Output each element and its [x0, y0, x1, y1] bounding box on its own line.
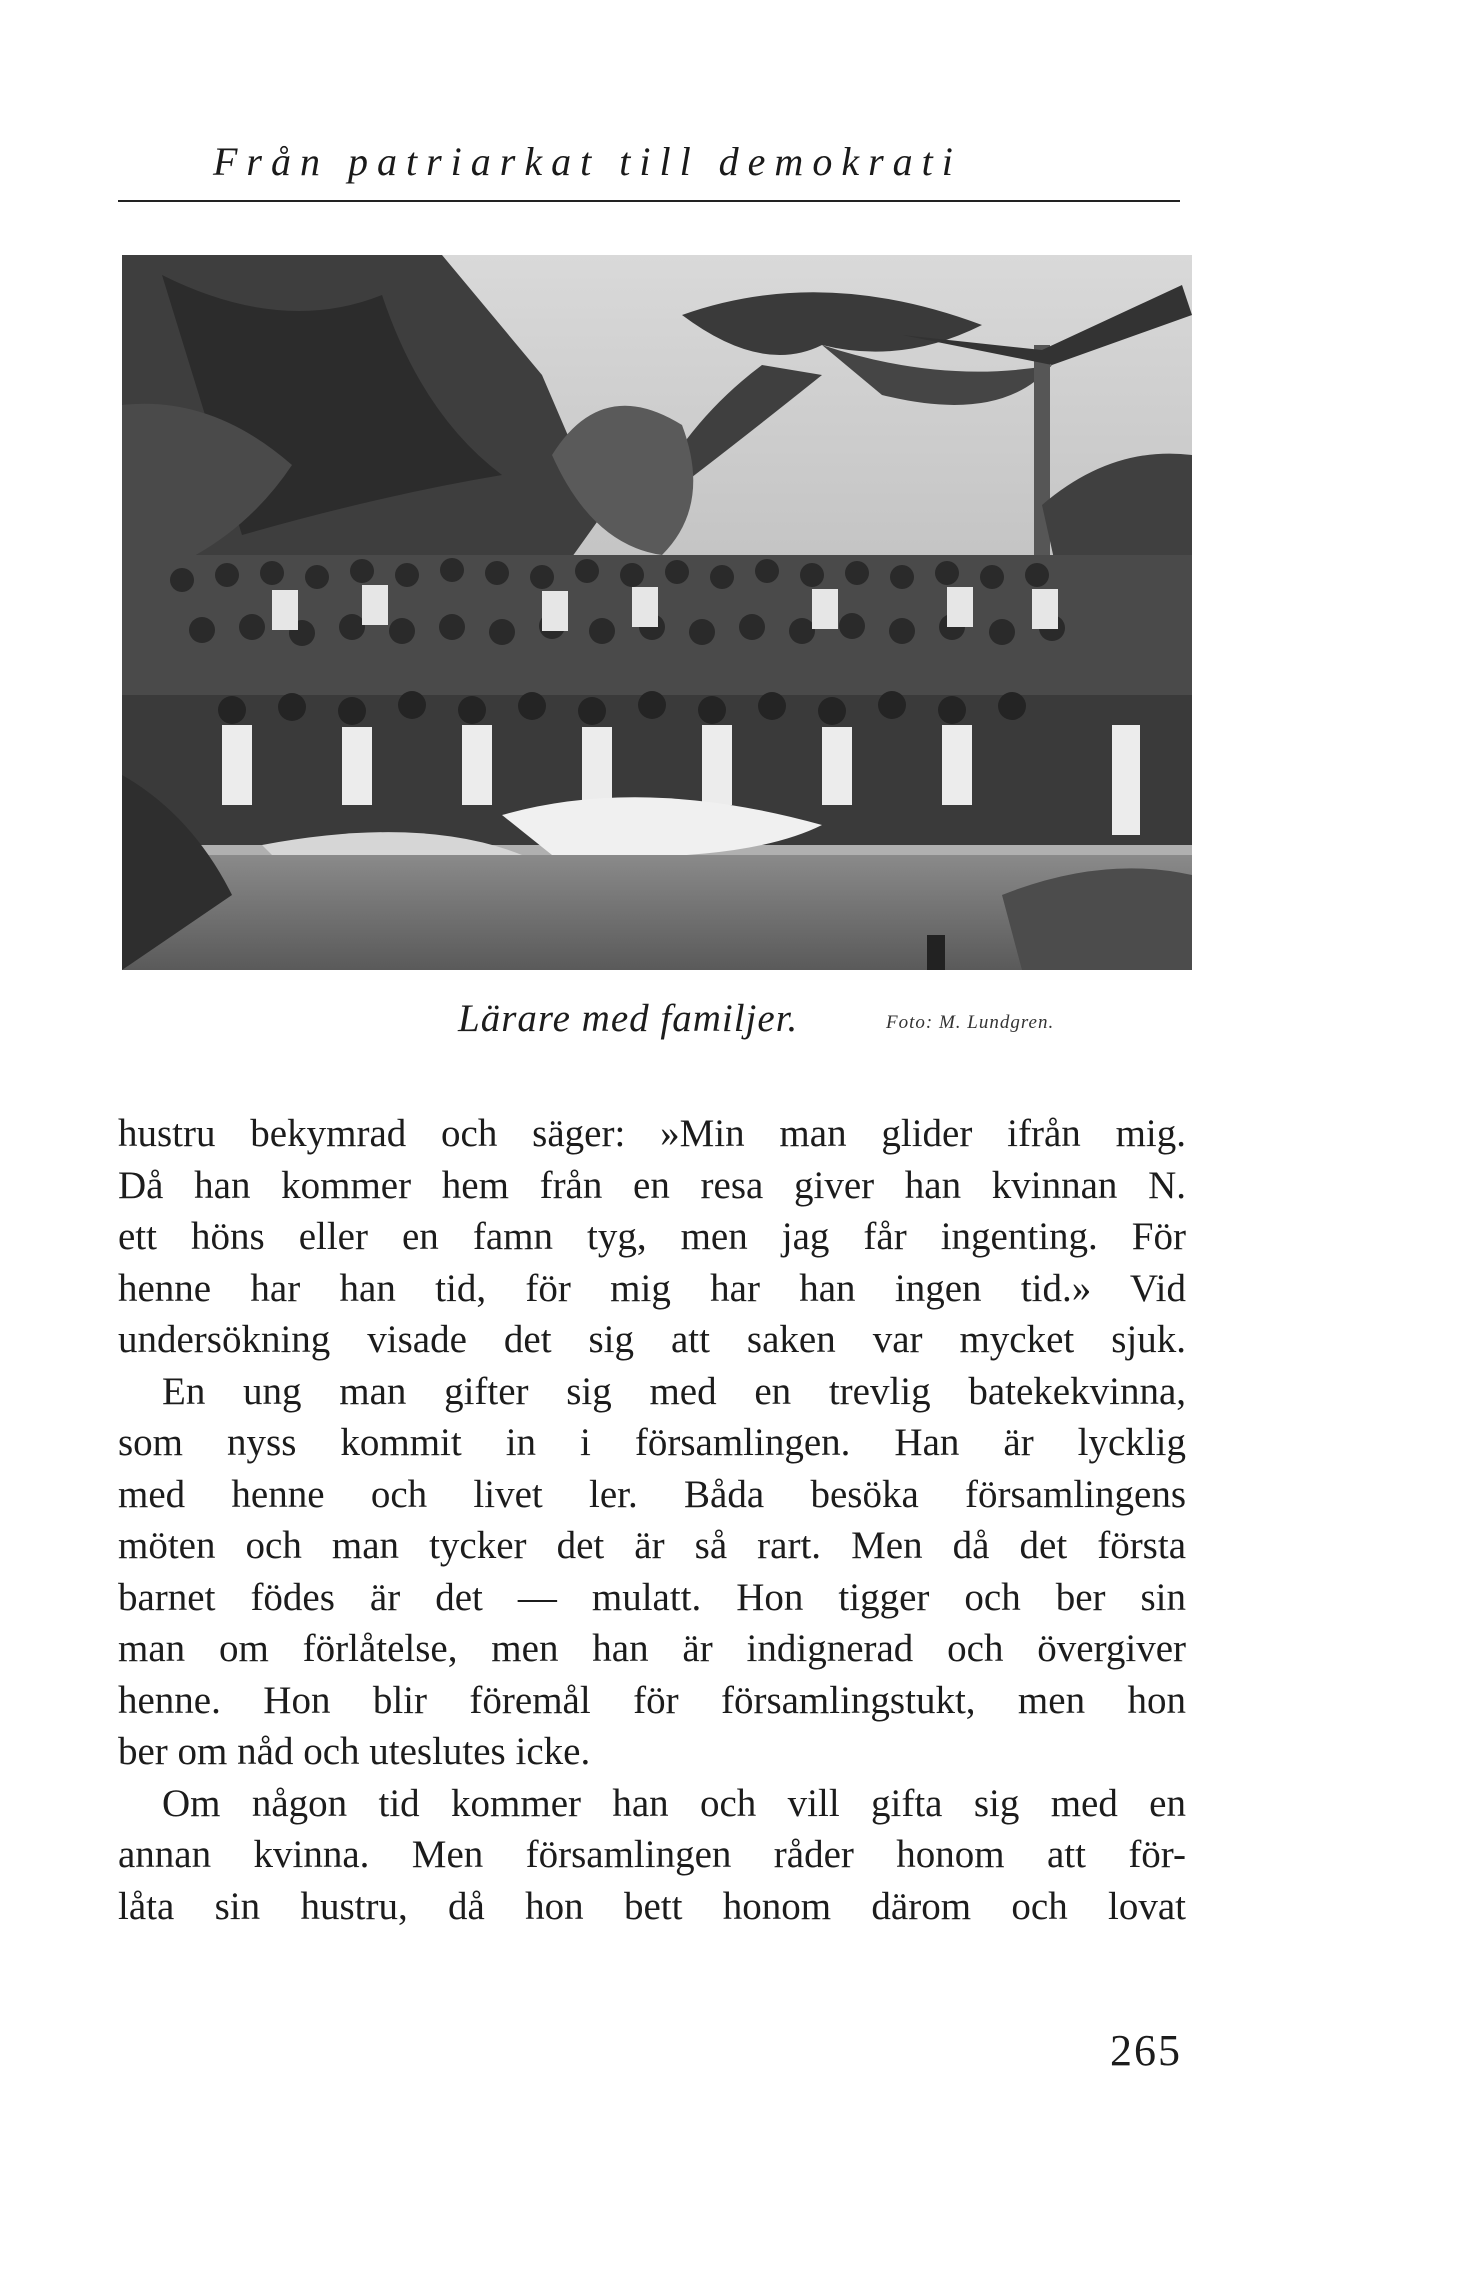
text-line: henne har han tid, för mig har han ingen tid.» Vid	[118, 1266, 1186, 1310]
text-line: med henne och livet ler. Båda besöka församlingens	[118, 1472, 1186, 1516]
text-line: undersökning visade det sig att saken var mycket sjuk.	[118, 1318, 1186, 1361]
text-line: Då han kommer hem från en resa giver han kvinnan N.	[118, 1163, 1186, 1207]
header-rule	[118, 200, 1180, 202]
photo-caption	[0, 996, 1471, 1056]
text-line: man om förlåtelse, men han är indignerad och övergiver	[118, 1627, 1186, 1670]
caption-title: Lärare med familjer.	[458, 997, 799, 1040]
text-line: barnet födes är det — mulatt. Hon tigger och ber sin	[118, 1575, 1186, 1619]
text-line: ber om nåd och uteslutes icke.	[118, 1730, 591, 1773]
text-line: En ung man gifter sig med en trevlig batekekvinna,	[162, 1369, 1186, 1413]
text-line: Om någon tid kommer han och vill gifta sig med en	[162, 1781, 1186, 1825]
text-line: henne. Hon blir föremål för församlingstukt, men hon	[118, 1678, 1186, 1722]
text-line: hustru bekymrad och säger: »Min man glider ifrån mig.	[118, 1112, 1186, 1155]
running-header: Från patriarkat till demokrati	[213, 139, 962, 184]
text-line: annan kvinna. Men församlingen råder honom att för-	[118, 1833, 1186, 1876]
page-number: 265	[1110, 2026, 1182, 2075]
body-text	[118, 1108, 1186, 1932]
group-photograph	[122, 255, 1192, 970]
text-line: ett höns eller en famn tyg, men jag får ingenting. För	[118, 1215, 1186, 1258]
photo-credit: Foto: M. Lundgren.	[886, 1012, 1055, 1033]
text-line: låta sin hustru, då hon bett honom därom och lovat	[118, 1884, 1186, 1928]
text-line: möten och man tycker det är så rart. Men då det första	[118, 1524, 1186, 1567]
text-line: som nyss kommit in i församlingen. Han är lycklig	[118, 1421, 1186, 1464]
